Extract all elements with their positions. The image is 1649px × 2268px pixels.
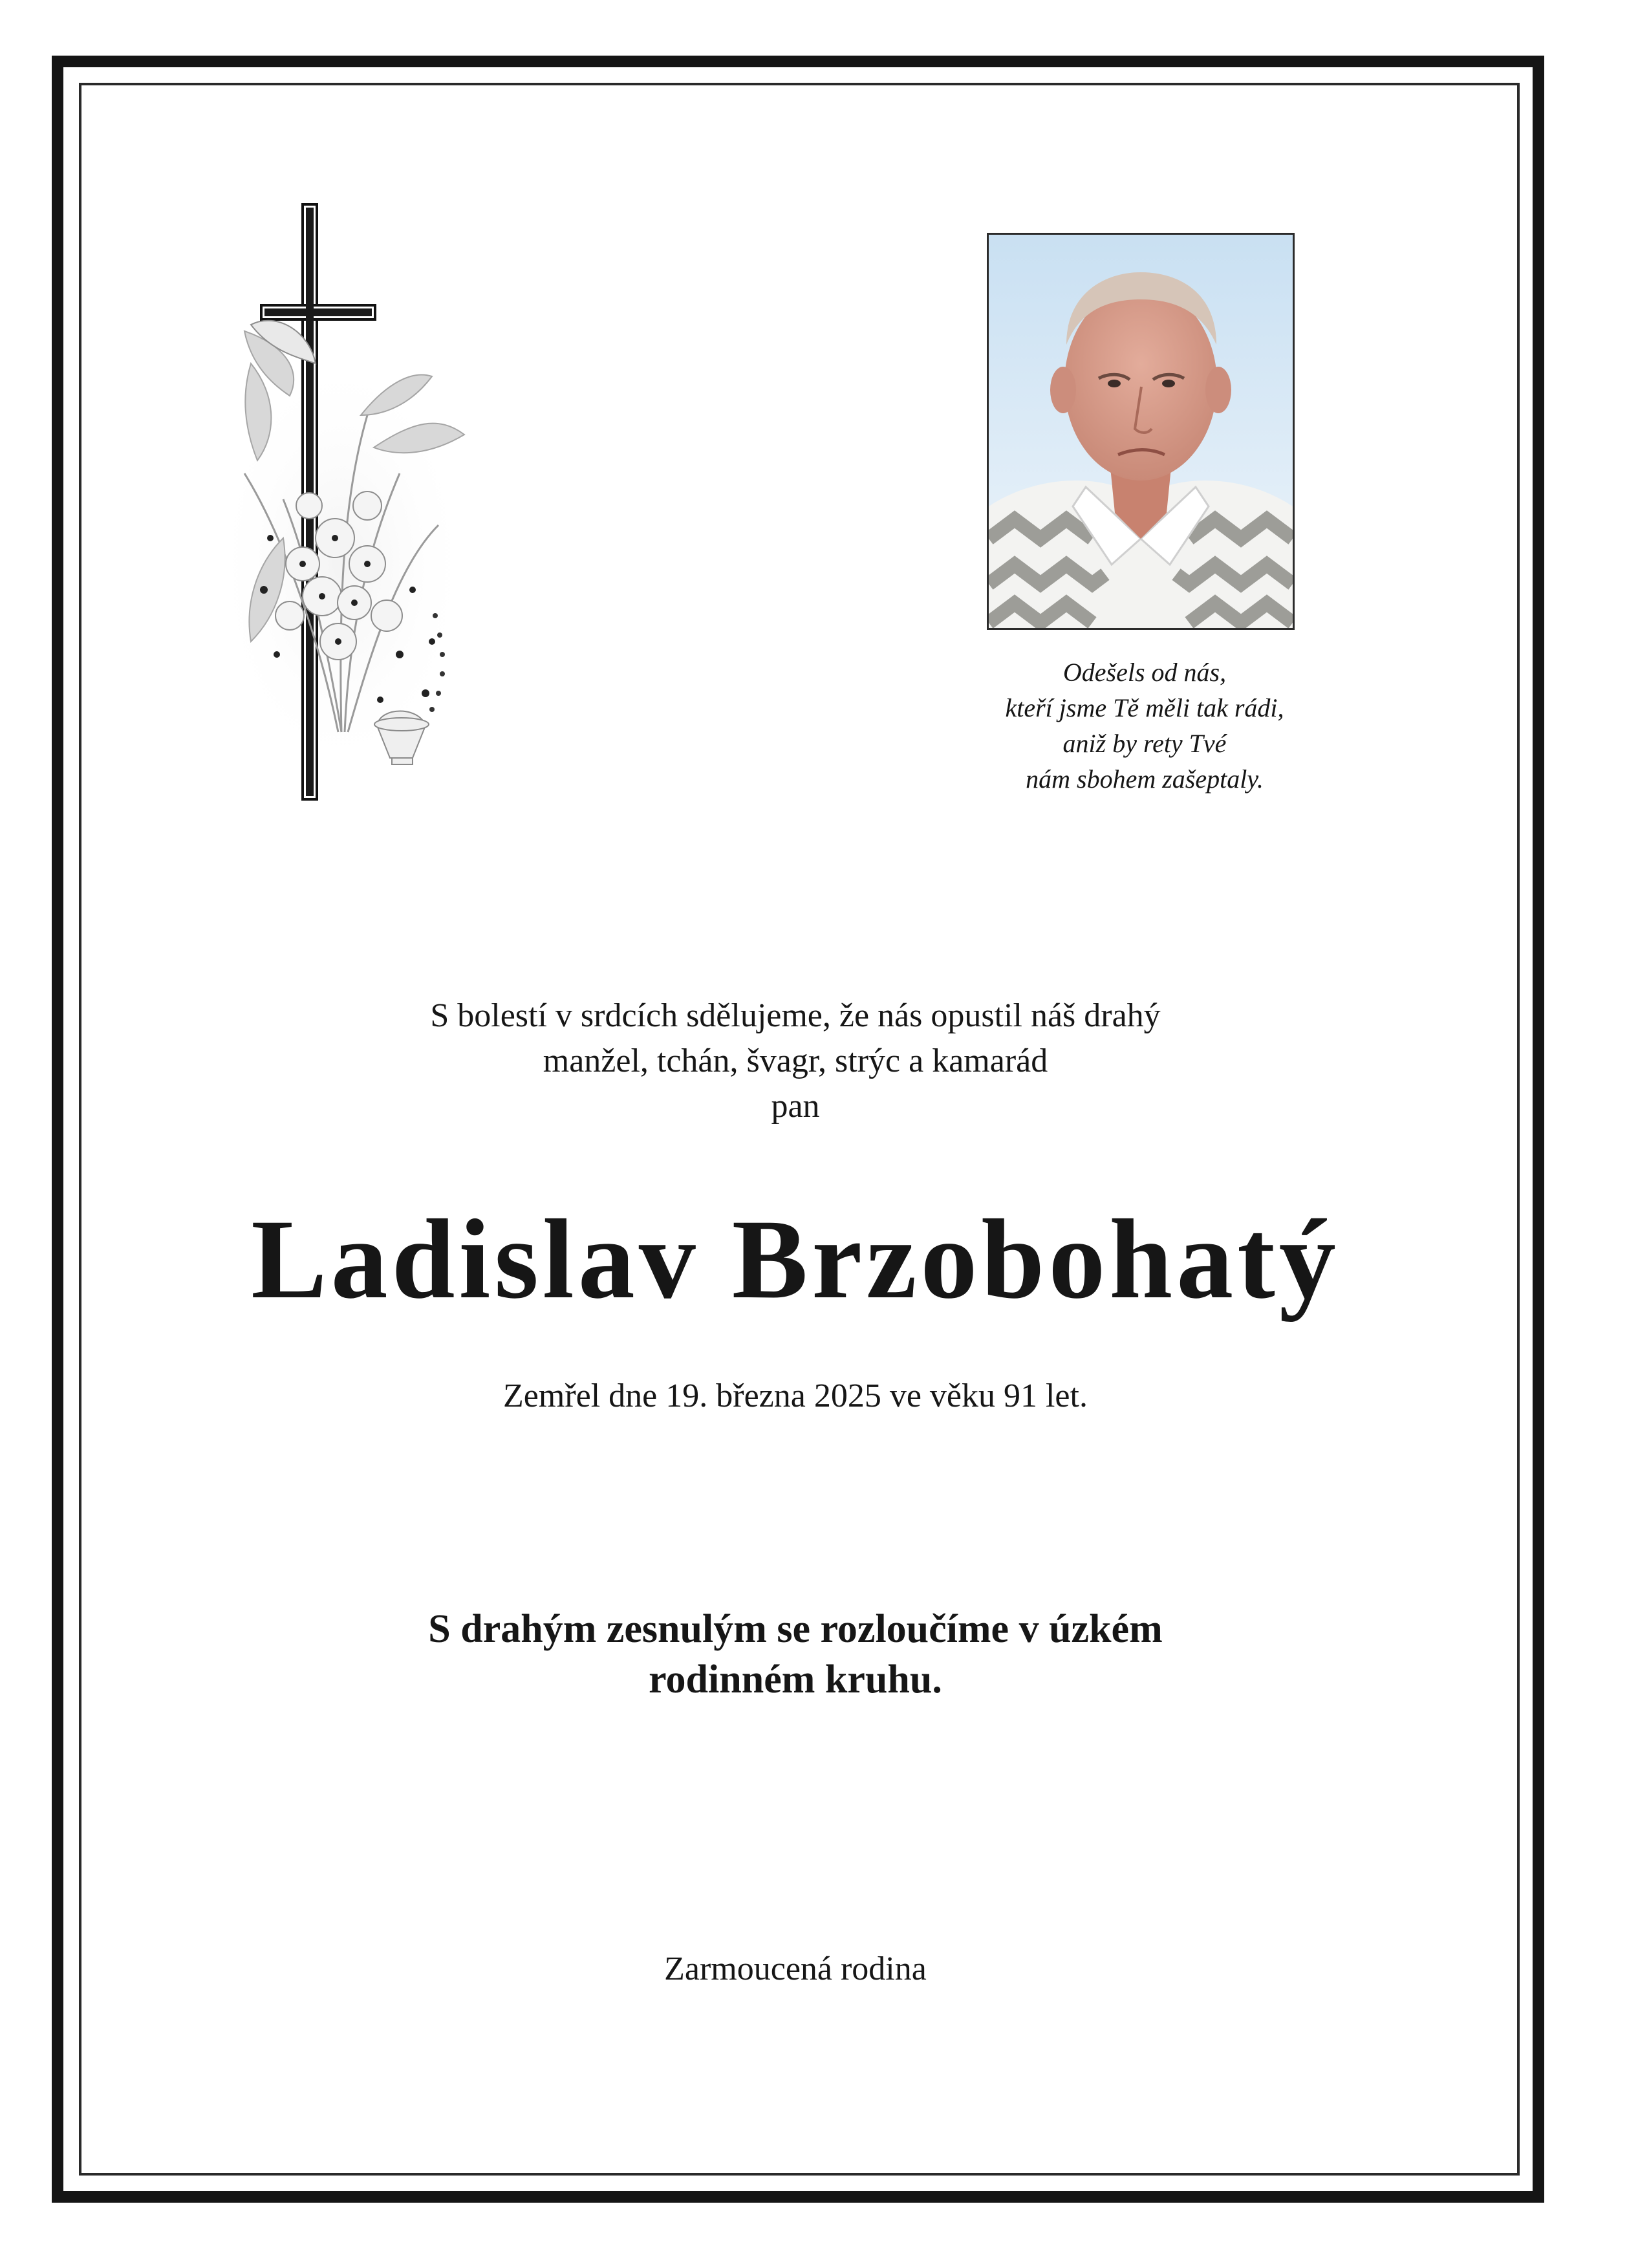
announcement-line: S bolestí v srdcích sdělujeme, že nás opustil náš drahý [430,997,1161,1034]
memorial-poem [918,654,1371,797]
farewell-line: S drahým zesnulým se rozloučíme v úzkém [428,1607,1163,1651]
announcement-text [213,993,1377,1129]
poem-line: kteří jsme Tě měli tak rádi, [1005,693,1284,722]
poem-line: Odešels od nás, [1062,658,1227,687]
farewell-notice [213,1604,1377,1705]
poem-line: aniž by rety Tvé [1062,729,1227,758]
portrait-photo [987,233,1295,630]
cross-with-flowers-icon [206,202,497,803]
death-notice: Zemřel dne 19. března 2025 ve věku 91 let. [503,1377,1088,1414]
farewell-line: rodinném kruhu. [649,1658,942,1701]
family-signature: Zarmoucená rodina [664,1950,927,1987]
announcement-line: pan [771,1088,820,1125]
deceased-name: Ladislav Brzobohatý [251,1196,1340,1323]
announcement-line: manžel, tchán, švagr, strýc a kamarád [543,1042,1048,1079]
poem-line: nám sbohem zašeptaly. [1026,764,1264,794]
